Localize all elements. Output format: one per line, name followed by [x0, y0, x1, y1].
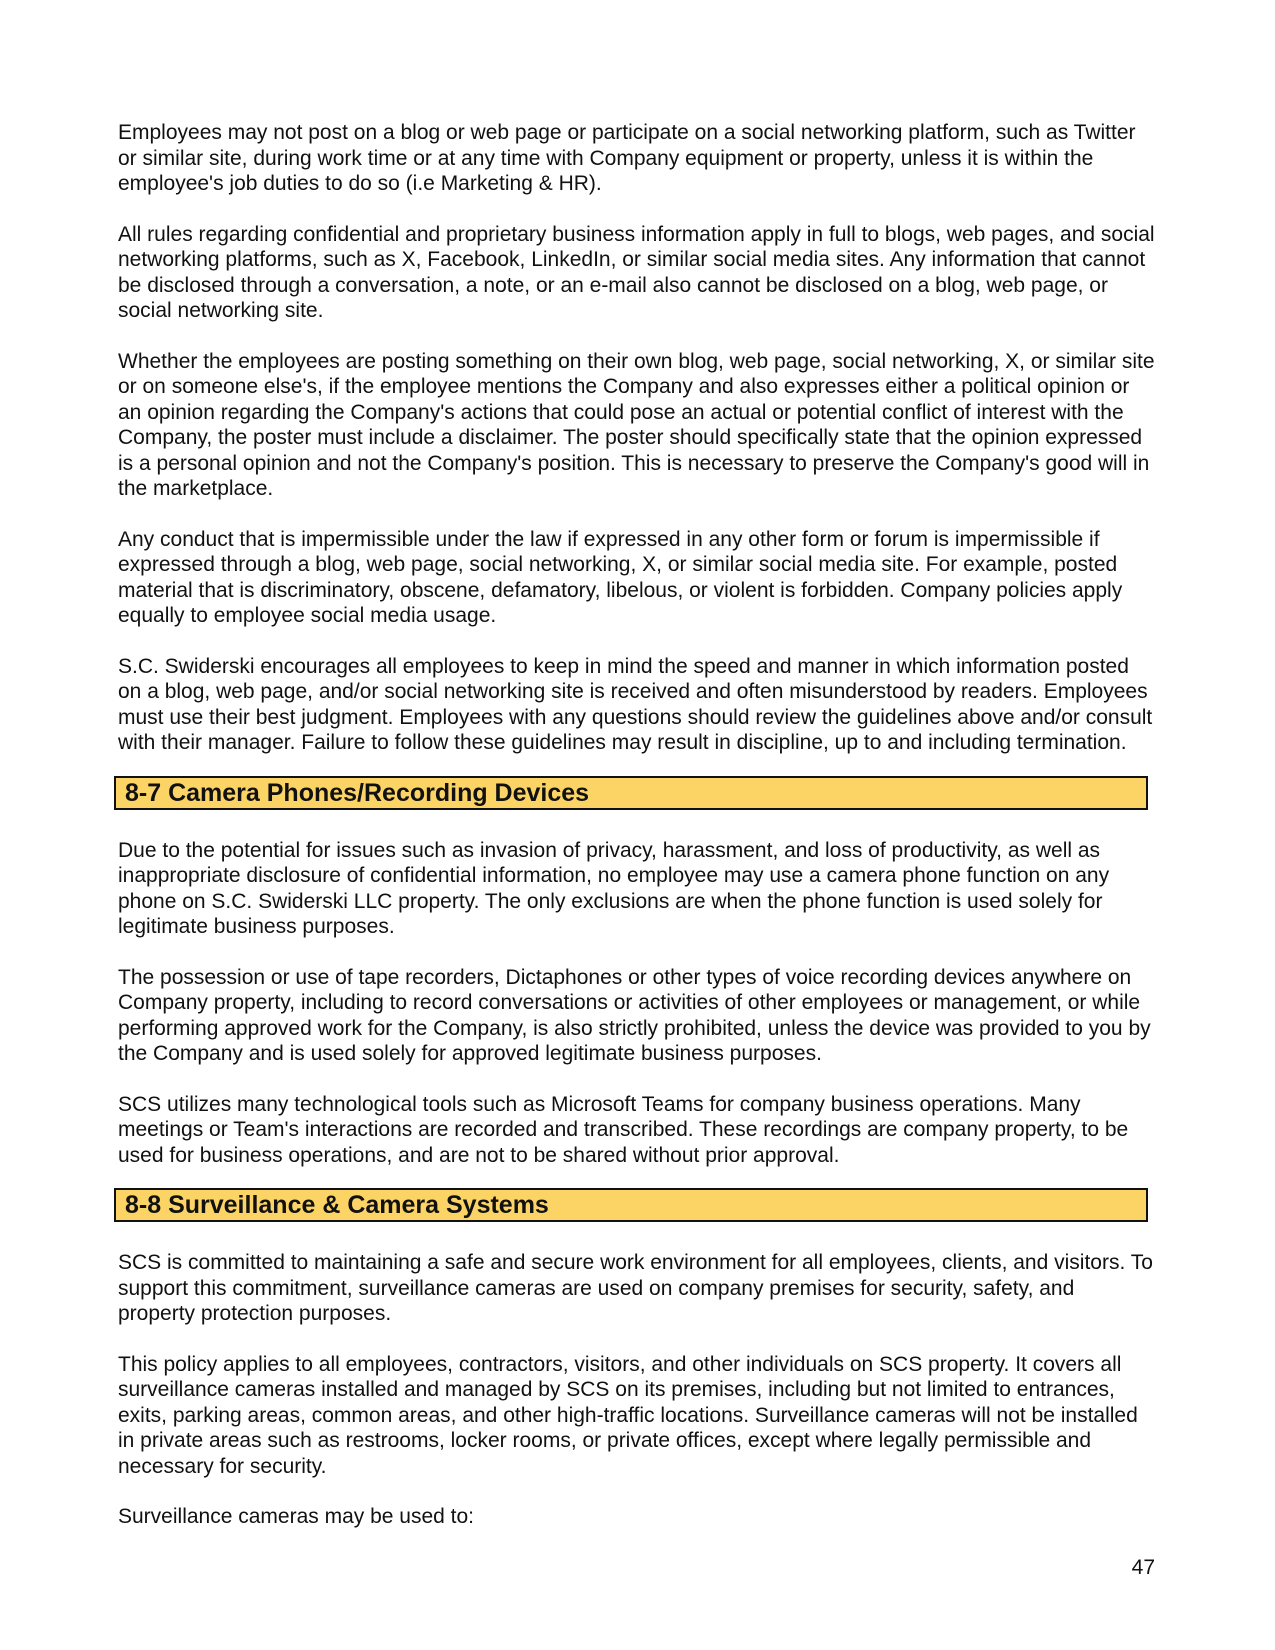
paragraph-surveillance-uses-intro: Surveillance cameras may be used to:	[118, 1505, 475, 1528]
paragraph-impermissible-conduct: Any conduct that is impermissible under the law if expressed in any other form or forum is impermissible if expressed through a blog, web page, social networking, X, or similar social media site. For example, posted material that is discriminatory, obscene, defamatory, libelous, or violent is forbidden. Company policies apply equally to employee social media usage.	[118, 527, 1123, 627]
paragraph-disclaimer-requirement: Whether the employees are posting something on their own blog, web page, social networking, X, or similar site or on someone else's, if the employee mentions the Company and also expresses either a political opinion or an opinion regarding the Company's actions that could pose an actual or potential conflict of interest with the Company, the poster must include a disclaimer. The poster should specifically state that the opinion expressed is a personal opinion and not the Company's position. This is necessary to preserve the Company's good will in the marketplace.	[118, 349, 1155, 500]
paragraph-camera-phone-policy: Due to the potential for issues such as invasion of privacy, harassment, and loss of productivity, as well as inappropriate disclosure of confidential information, no employee may use a camera phone function on any phone on S.C. Swiderski LLC property. The only exclusions are when the phone function is used solely for legitimate business purposes.	[118, 838, 1110, 938]
paragraph-surveillance-commitment: SCS is committed to maintaining a safe and secure work environment for all employees, clients, and visitors. To support this commitment, surveillance cameras are used on company premises for security, safety, and property protection purposes.	[118, 1251, 1153, 1325]
page-content	[118, 120, 1155, 1580]
paragraph-social-media-posting-restrictions: Employees may not post on a blog or web page or participate on a social networking platform, such as Twitter or similar site, during work time or at any time with Company equipment or property, unless it is within the employee's job duties to do so (i.e Marketing & HR).	[118, 121, 1136, 195]
paragraph-best-judgment: S.C. Swiderski encourages all employees to keep in mind the speed and manner in which information posted on a blog, web page, and/or social networking site is received and often misunderstood by readers. Employees must use their best judgment. Employees with any questions should review the guidelines above and/or consult with their manager. Failure to follow these guidelines may result in discipline, up to and including termination.	[118, 654, 1153, 754]
section-header-surveillance-camera-systems: 8-8 Surveillance & Camera Systems	[114, 1188, 1148, 1222]
section-header-camera-phones: 8-7 Camera Phones/Recording Devices	[114, 776, 1148, 810]
paragraph-confidential-info-rules: All rules regarding confidential and proprietary business information apply in full to blogs, web pages, and social networking platforms, such as X, Facebook, LinkedIn, or similar social media sites. Any information that cannot be disclosed through a conversation, a note, or an e-mail also cannot be disclosed on a blog, web page, or social networking site.	[118, 222, 1155, 322]
page-number: 47	[1131, 1555, 1155, 1579]
paragraph-recording-devices-prohibition: The possession or use of tape recorders, Dictaphones or other types of voice recording devices anywhere on Company property, including to record conversations or activities of other employees or management, or while performing approved work for the Company, is also strictly prohibited, unless the device was provided to you by the Company and is used solely for approved legitimate business purposes.	[118, 965, 1151, 1065]
paragraph-surveillance-scope: This policy applies to all employees, contractors, visitors, and other individuals on SCS property. It covers all surveillance cameras installed and managed by SCS on its premises, including but not limited to entrances, exits, parking areas, common areas, and other high-traffic locations. Surveillance cameras will not be installed in private areas such as restrooms, locker rooms, or private offices, except where legally permissible and necessary for security.	[118, 1352, 1138, 1478]
paragraph-teams-recordings: SCS utilizes many technological tools such as Microsoft Teams for company business operations. Many meetings or Team's interactions are recorded and transcribed. These recordings are company property, to be used for business operations, and are not to be shared without prior approval.	[118, 1092, 1129, 1167]
